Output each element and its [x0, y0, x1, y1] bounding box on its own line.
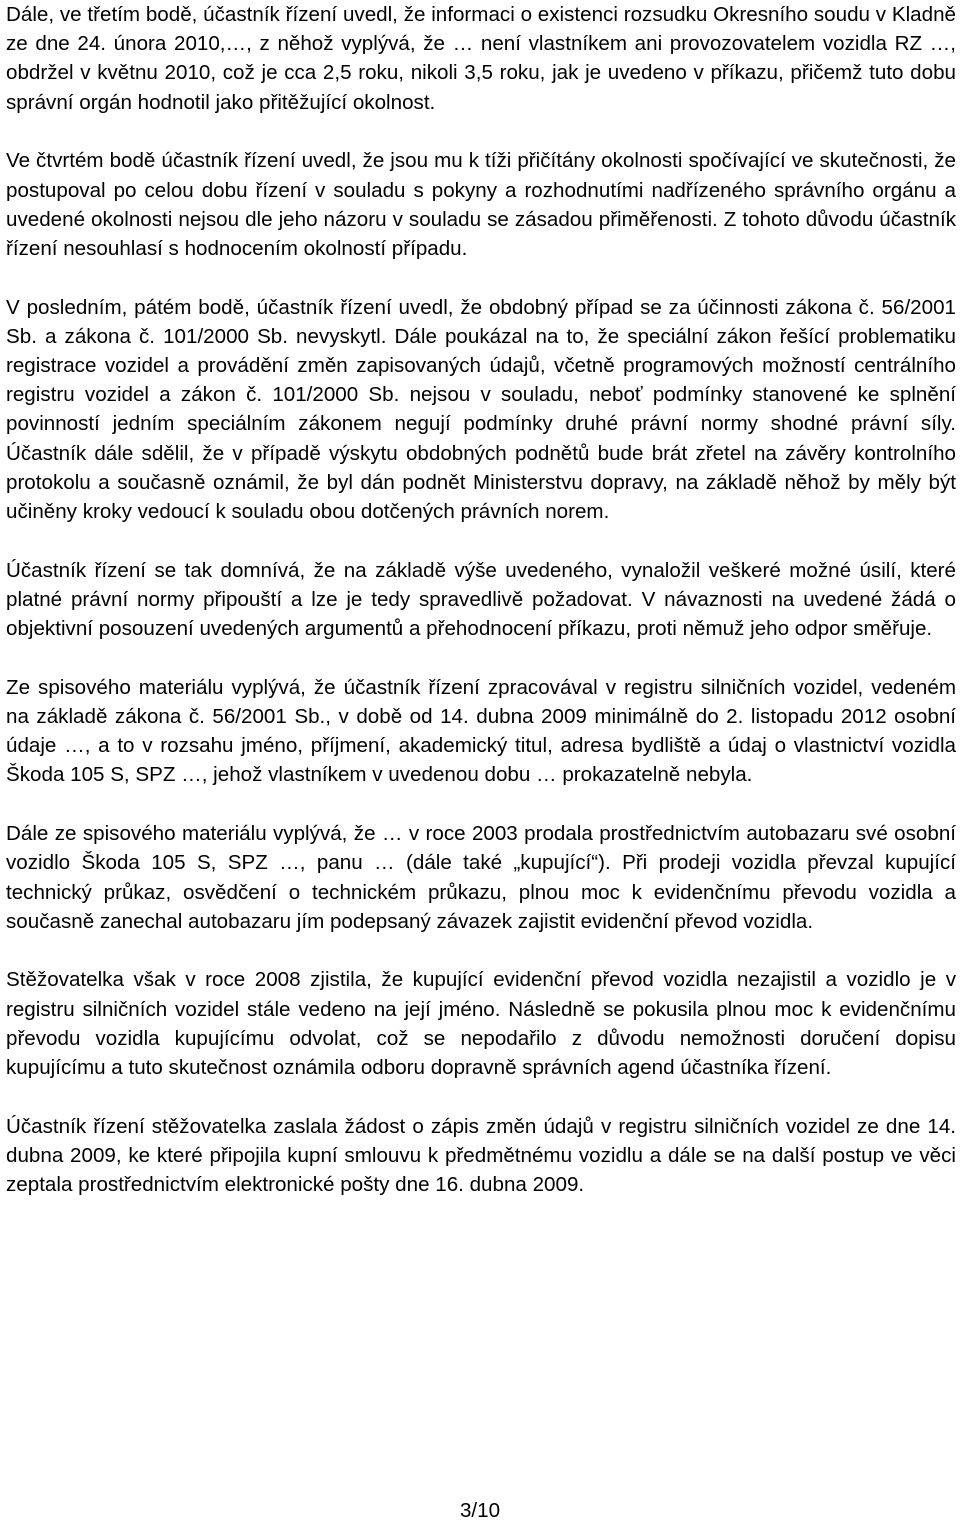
paragraph-fifth-point: V posledním, pátém bodě, účastník řízení uvedl, že obdobný případ se za účinnosti zákona č. 56/2001 Sb. a zákona č. 101/2000 Sb. nevyskytl. Dále poukázal na to, že speciální zákon řešící problematiku registrace vozidel a provádění změn zapisovaných údajů, včetně programových možností centrálního registru vozidel a zákon č. 101/2000 Sb. nejsou v souladu, neboť podmínky stanovené ke splnění povinností jedním speciálním zákonem negují podmínky druhé právní normy shodné právní síly. Účastník dále sdělil, že v případě výskytu obdobných podnětů bude brát zřetel na závěry kontrolního protokolu a současně oznámil, že byl dán podnět Ministerstvu dopravy, na základě něhož by měly být učiněny kroky vedoucí k souladu obou dotčených právních norem.: [6, 295, 956, 524]
page-number: 3/10: [459, 1499, 501, 1522]
paragraph-fourth-point: Ve čtvrtém bodě účastník řízení uvedl, že jsou mu k tíži přičítány okolnosti spočívající ve skutečnosti, že postupoval po celou dobu řízení v souladu s pokyny a rozhodnutími nadřízeného správního orgánu a uvedené okolnosti nejsou dle jeho názoru v souladu se zásadou přiměřenosti. Z tohoto důvodu účastník řízení nesouhlasí s hodnocením okolností případu.: [6, 149, 956, 260]
paragraph-third-point: Dále, ve třetím bodě, účastník řízení uvedl, že informaci o existenci rozsudku Okresního soudu v Kladně ze dne 24. února 2010,…, z něhož vyplývá, že … není vlastníkem ani provozovatelem vozidla RZ …, obdržel v květnu 2010, což je cca 2,5 roku, nikoli 3,5 roku, jak je uvedeno v příkazu, přičemž tuto dobu správní orgán hodnotil jako přitěžující okolnost.: [6, 3, 956, 114]
paragraph-vehicle-sale: Dále ze spisového materiálu vyplývá, že … v roce 2003 prodala prostřednictvím autobazaru své osobní vozidlo Škoda 105 S, SPZ …, panu … (dále také „kupující“). Při prodeji vozidla převzal kupující technický průkaz, osvědčení o technickém průkazu, plnou moc k evidenčnímu převodu vozidla a současně zanechal autobazaru jím podepsaný závazek zajistit evidenční převod vozidla.: [6, 822, 956, 933]
paragraph-complainant-2008: Stěžovatelka však v roce 2008 zjistila, že kupující evidenční převod vozidla nezajistil a vozidlo je v registru silničních vozidel stále vedeno na její jméno. Následně se pokusila plnou moc k evidenčnímu převodu vozidla kupujícímu odvolat, což se nepodařilo z důvodu nemožnosti doručení dopisu kupujícímu a tuto skutečnost oznámila odboru dopravně správních agend účastníka řízení.: [6, 968, 956, 1080]
paragraph-participant-opinion: Účastník řízení se tak domnívá, že na základě výše uvedeného, vynaložil veškeré možné úsilí, které platné právní normy připouští a lze je tedy spravedlivě požadovat. V návaznosti na uvedené žádá o objektivní posouzení uvedených argumentů a přehodnocení příkazu, proti němuž jeho odpor směřuje.: [6, 558, 956, 641]
document-page: [6, 0, 956, 1199]
paragraph-file-material: Ze spisového materiálu vyplývá, že účastník řízení zpracovával v registru silničních vozidel, vedeném na základě zákona č. 56/2001 Sb., v době od 14. dubna 2009 minimálně do 2. listopadu 2012 osobní údaje …, a to v rozsahu jméno, příjmení, akademický titul, adresa bydliště a údaj o vlastnictví vozidla Škoda 105 S, SPZ …, jehož vlastníkem v uvedenou dobu … prokazatelně nebyla.: [6, 675, 956, 787]
paragraph-application-2009: Účastník řízení stěžovatelka zaslala žádost o zápis změn údajů v registru silničních vozidel ze dne 14. dubna 2009, ke které připojila kupní smlouvu k předmětnému vozidlu a dále se na další postup ve věci zeptala prostřednictvím elektronické pošty dne 16. dubna 2009.: [6, 1114, 956, 1197]
